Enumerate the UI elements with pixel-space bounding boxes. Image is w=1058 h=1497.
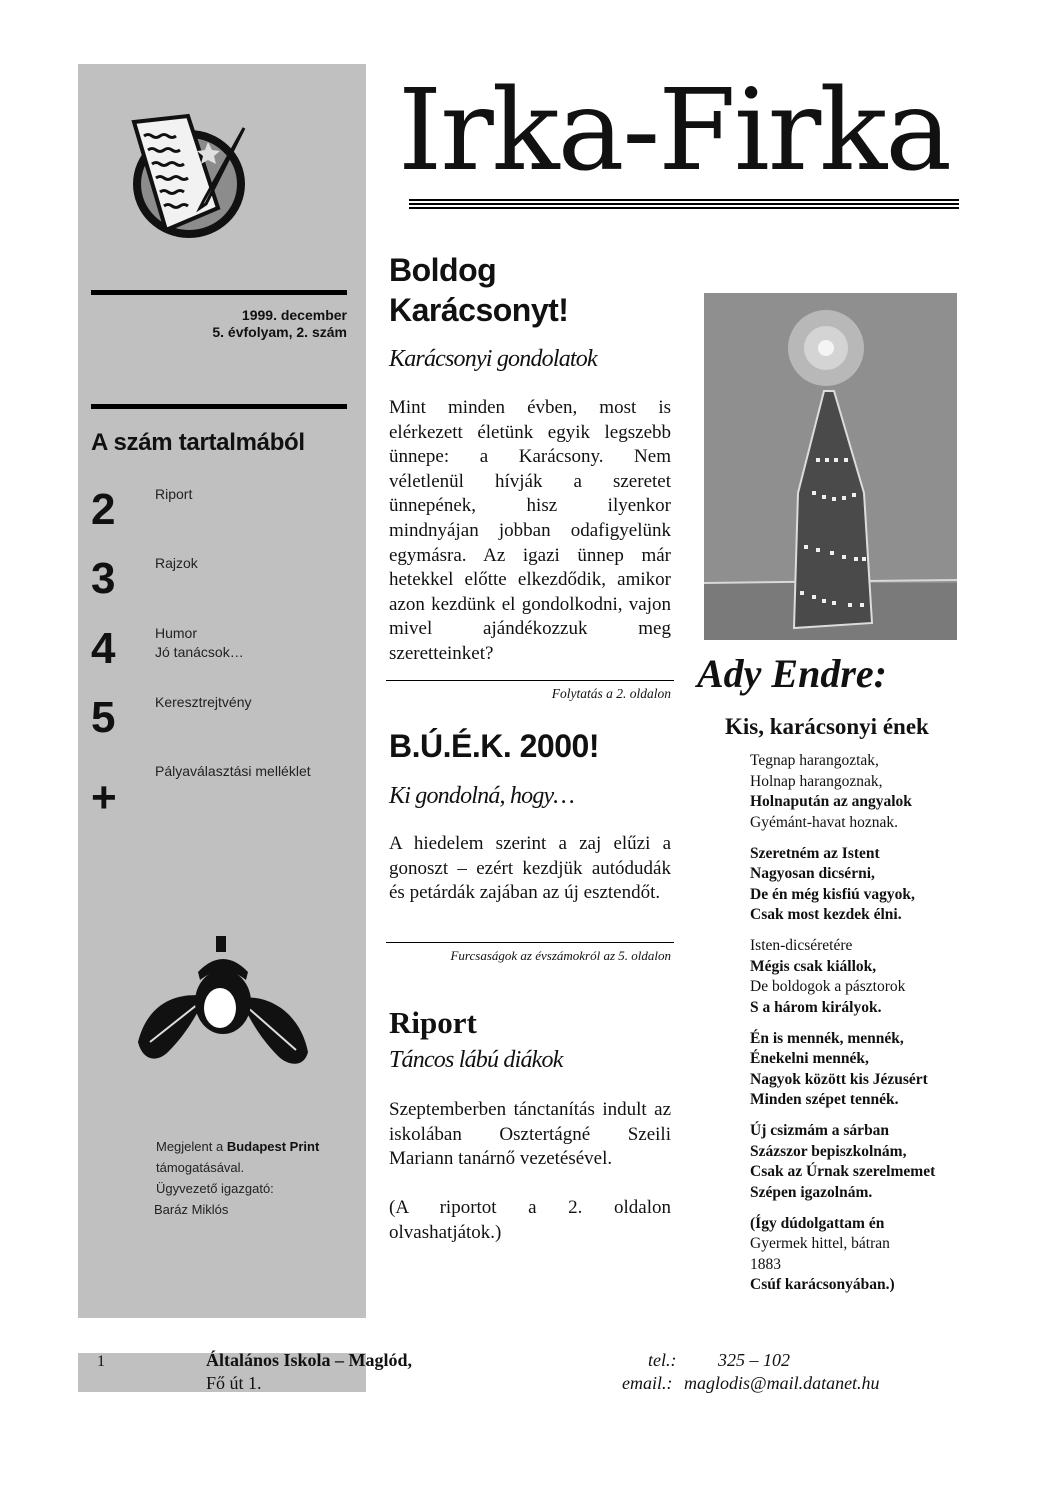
tel-label: tel.: [648,1350,677,1370]
toc-item-label: Pályaválasztási melléklet [155,763,311,779]
poem-line: Én is mennék, mennék, [750,1029,904,1047]
toc-item-label: Rajzok [155,555,198,571]
masthead-rule [409,199,959,201]
article-title-line: Karácsonyt! [389,292,569,328]
poem-stanza [750,936,935,1018]
toc-page-number: 4 [91,624,116,673]
poem-stanza [750,1121,935,1203]
divider [91,404,347,409]
masthead-rule [409,203,959,205]
poem-line: Nagyok között kis Jézusért [750,1070,928,1088]
toc-item[interactable] [155,624,244,662]
director-name: Baráz Miklós [154,1202,229,1217]
masthead-title: Irka-Firka [398,66,950,196]
toc-page-number: 3 [91,554,116,603]
toc-item[interactable] [155,762,311,781]
continued-link[interactable]: Furcsaságok az évszámokról az 5. oldalon [450,948,671,963]
divider [386,942,674,943]
article-body: Szeptemberben tánctanítás indult az iskolában Osztertágné Szeili Mariann tanárnő vezetésével. [389,1099,671,1170]
toc-item-label: Humor [155,625,198,641]
article-body: Mint minden évben, most is elérkezett életünk egyik legszebb ünnepe: a Karácsony. Nem véletlenül hívják a szeretet ünnepének, hisz ilyenkor mindnyájan jobban odafigyelünk egymásra. Az igazi ünnep már hetekkel előtte elkezdődik, amikor azon kezdünk el gondolkodni, vajon mivel ajándékozzuk meg szeretteinket? [389,397,671,664]
poem-line: (Így dúdolgattam én [750,1214,885,1232]
article-title-line: Boldog [389,252,497,288]
poem-title: Kis, karácsonyi ének [725,714,929,739]
toc-page-number: + [91,773,117,822]
poem-line: Mégis csak kiállok, [750,957,877,975]
toc-item[interactable] [155,485,192,504]
poem-line: Tegnap harangoztak, [750,752,879,769]
continued-link[interactable]: Folytatás a 2. oldalon [551,686,671,701]
poem-line: Csak az Úrnak szerelmemet [750,1163,936,1180]
toc-page-number: 2 [91,485,116,534]
poem-stanza [750,844,935,926]
poem-line: De boldogok a pásztorok [750,978,906,995]
article-title: B.Ú.É.K. 2000! [389,728,599,764]
credits [156,1136,319,1220]
poem-line: Szeretném az Istent [750,844,880,862]
toc-item-label: Jó tanácsok… [155,644,244,660]
toc-item[interactable] [155,693,251,712]
divider [91,290,347,295]
credits-prefix: Megjelent a [156,1139,227,1154]
article-body: (A riportot a 2. oldalon olvashatjátok.) [389,1197,671,1243]
issue-volume: 5. évfolyam, 2. szám [212,324,347,340]
credits-line: Ügyvezető igazgató: [156,1181,274,1196]
toc-title: A szám tartalmából [91,429,305,456]
writing-paper-quill-icon [126,112,252,242]
poem-line: Csúf karácsonyában.) [750,1276,895,1293]
poem-line: Csak most kezdek élni. [750,906,902,923]
poem-line: Holnapután az angyalok [750,793,912,810]
toc-item-label: Riport [155,486,193,502]
poem-line: Nagyosan dicsérni, [750,865,875,882]
poem-line: Új csizmám a sárban [750,1122,890,1139]
poem-stanza [750,751,935,833]
sidebar [78,64,366,1318]
tel-value: 325 – 102 [718,1350,790,1370]
poem-line: Énekelni mennék, [750,1050,869,1067]
toc-item-label: Keresztrejtvény [155,694,252,710]
article-body: A hiedelem szerint a zaj elűzi a gonoszt – ezért kezdjük autódudák és petárdák zajában az új esztendőt. [389,833,671,904]
christmas-tree-illustration [704,293,957,640]
article-title [389,250,568,330]
poem-line: Gyermek hittel, bátran [750,1235,890,1252]
article-subtitle: Ki gondolná, hogy… [389,783,574,809]
email-link[interactable]: maglodis@mail.datanet.hu [684,1373,880,1393]
poem-line: S a három királyok. [750,998,882,1016]
email-label: email.: [622,1373,673,1393]
poem-line: Gyémánt-havat hoznak. [750,813,899,831]
poem-line: 1883 [750,1255,781,1273]
divider [386,680,674,681]
toc-page-number: 5 [91,693,116,742]
issue-date: 1999. december [241,307,347,323]
poem-line: Szépen igazolnám. [750,1183,873,1201]
page-number: 1 [97,1353,105,1370]
poem-line: De én még kisfiú vagyok, [750,885,915,903]
article-subtitle: Táncos lábú diákok [389,1047,563,1073]
article-subtitle: Karácsonyi gondolatok [389,346,597,372]
toc-item[interactable] [155,554,198,573]
poem-line: Százszor bepiszkolnám, [750,1142,907,1160]
article-title: Riport [389,1005,477,1040]
poem-line: Isten-dicséretére [750,937,853,954]
poem-line: Minden szépet tennék. [750,1091,899,1108]
credits-line: támogatásával. [156,1160,245,1175]
christmas-tree-icon [704,293,957,640]
school-name: Általános Iskola – Maglód, [206,1350,413,1370]
masthead-rule [409,207,959,209]
poem-author: Ady Endre: [697,651,887,696]
acorn-oak-leaves-icon [128,932,318,1082]
school-address: Fő út 1. [206,1373,262,1393]
issue-info [91,307,347,341]
poem-line: Holnap harangoznak, [750,772,883,790]
poem-body [750,751,935,1306]
sponsor-name: Budapest Print [226,1139,320,1154]
poem-stanza [750,1029,935,1111]
poem-stanza [750,1214,935,1296]
